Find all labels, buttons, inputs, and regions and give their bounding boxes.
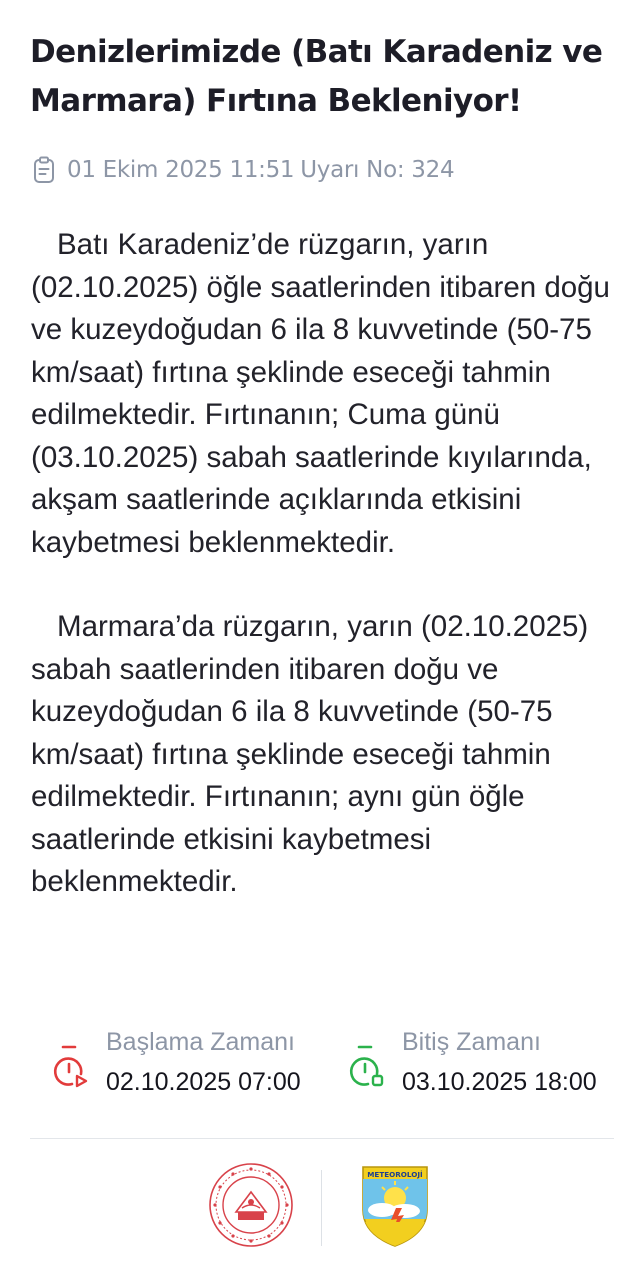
paragraph-west-black-sea: Batı Karadeniz’de rüzgarın, yarın (02.10.2025) öğle saatlerinden itibaren doğu ve kuzeydoğudan 6 ila 8 kuvvetinde (50-75 km/saat) fırtına şeklinde eseceği tahmin edilmektedir. Fırtınanın; Cuma günü (03.10.2025) sabah saatlerinde kıyılarında, akşam saatlerinde açıklarında etkisini kaybetmesi beklenmektedir. xyxy=(31,228,610,559)
page-title: Denizlerimizde (Batı Karadeniz ve Marmara) Fırtına Bekleniyor! xyxy=(30,34,603,119)
end-time-label: Bitiş Zamanı xyxy=(402,1028,541,1056)
footer-logos xyxy=(0,1160,644,1260)
warning-date: 01 Ekim 2025 11:51 xyxy=(67,157,295,183)
logo-separator xyxy=(321,1170,322,1246)
start-time-label: Başlama Zamanı xyxy=(106,1028,295,1056)
clipboard-icon xyxy=(32,156,56,184)
paragraph-marmara: Marmara’da rüzgarın, yarın (02.10.2025) sabah saatlerinden itibaren doğu ve kuzeydoğudan 6 ila 8 kuvvetinde (50-75 km/saat) fırtına şeklinde eseceği tahmin edilmektedir. Fırtınanın; aynı gün öğle saatlerinde etkisini kaybetmesi beklenmektedir. xyxy=(31,610,589,898)
warning-body xyxy=(31,224,621,904)
meteoroloji-logo-text: METEOROLOJİ xyxy=(367,1170,423,1179)
warning-number: Uyarı No: 324 xyxy=(300,157,455,183)
timer-end-icon xyxy=(346,1044,388,1090)
divider xyxy=(30,1138,614,1139)
start-time-value: 02.10.2025 07:00 xyxy=(106,1068,301,1096)
ministry-seal-logo xyxy=(208,1162,294,1248)
warning-meta xyxy=(32,156,454,184)
time-range xyxy=(50,1024,620,1104)
meteoroloji-logo xyxy=(360,1164,430,1248)
timer-start-icon xyxy=(50,1044,92,1090)
end-time-value: 03.10.2025 18:00 xyxy=(402,1068,597,1096)
